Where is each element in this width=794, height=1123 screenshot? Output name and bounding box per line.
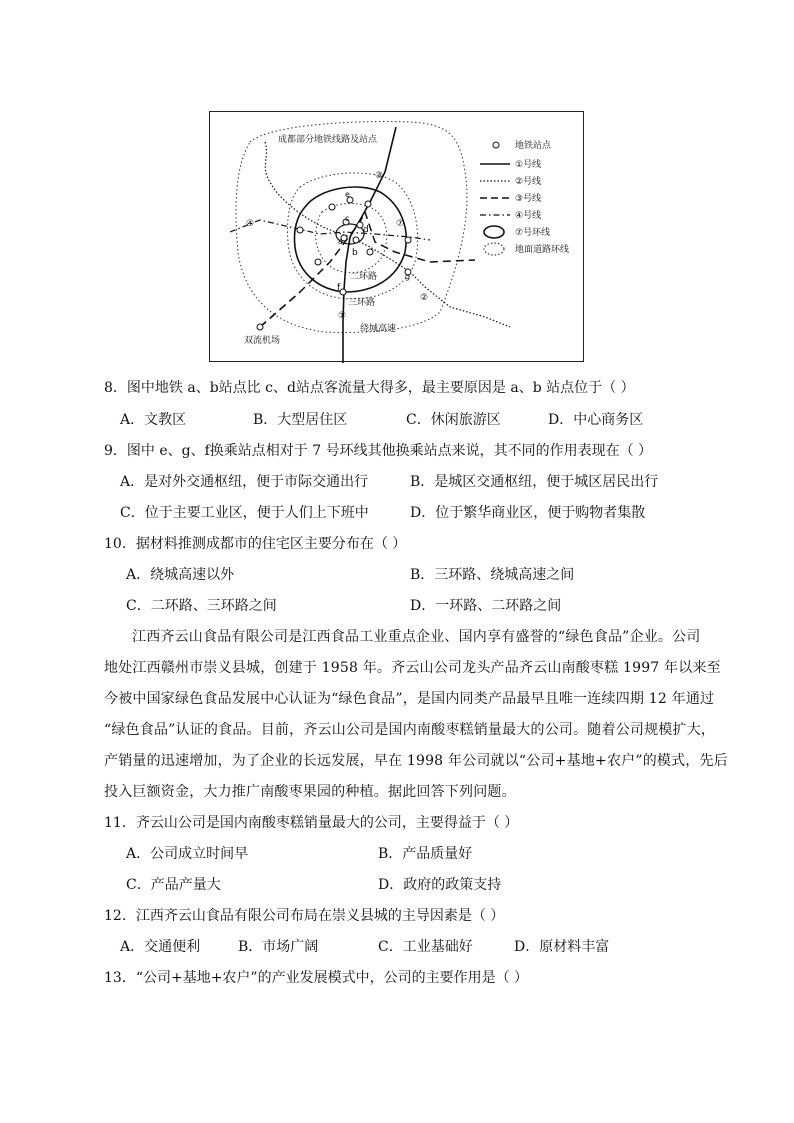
question-11-stem: 11．齐云山公司是国内南酸枣糕销量最大的公司，主要得益于（ ） bbox=[104, 815, 519, 831]
legend-station: 地铁站点 bbox=[515, 141, 552, 151]
q8-option-b[interactable]: B．大型居住区 bbox=[253, 412, 348, 428]
q9-option-d[interactable]: D．位于繁华商业区，便于购物者集散 bbox=[410, 505, 646, 521]
q8-option-c[interactable]: C．休闲旅游区 bbox=[406, 412, 501, 428]
q11-option-b[interactable]: B．产品质量好 bbox=[378, 846, 473, 862]
station-left bbox=[297, 227, 303, 233]
passage-line-4: “绿色食品”认证的食品。目前，齐云山公司是国内南酸枣糕销量最大的公司。随着公司规模扩大， bbox=[104, 722, 716, 738]
legend-line7: ⑦号环线 bbox=[515, 228, 551, 238]
q12-option-b[interactable]: B．市场广阔 bbox=[238, 939, 319, 955]
legend-line4: ④号线 bbox=[515, 211, 542, 221]
q11-option-c[interactable]: C．产品产量大 bbox=[126, 877, 221, 893]
q12-option-d[interactable]: D．原材料丰富 bbox=[514, 939, 610, 955]
q10-option-b[interactable]: B．三环路、绕城高速之间 bbox=[410, 567, 575, 583]
question-8-stem: 8．图中地铁 a、b站点比 c、d站点客流量大得多，最主要原因是 a、b 站点位于（ ） bbox=[104, 380, 635, 396]
airport-label: 双流机场 bbox=[244, 336, 281, 346]
marker-line1: ① bbox=[338, 311, 347, 321]
q12-option-a[interactable]: A．交通便利 bbox=[120, 939, 201, 955]
marker-line3: ③ bbox=[375, 171, 384, 181]
label-d: d bbox=[363, 225, 369, 235]
marker-line2: ② bbox=[420, 293, 429, 303]
station-top-right bbox=[365, 201, 371, 207]
subway-map-svg bbox=[210, 112, 585, 363]
legend-line2: ②号线 bbox=[515, 177, 542, 187]
q10-option-c[interactable]: C．二环路、三环路之间 bbox=[126, 598, 277, 614]
question-9-stem: 9．图中 e、g、f换乘站点相对于 7 号环线其他换乘站点来说，其不同的作用表现在（ ） bbox=[104, 443, 653, 459]
question-13-stem: 13．“公司+基地+农户”的产业发展模式中，公司的主要作用是（ ） bbox=[104, 970, 529, 986]
q9-option-a[interactable]: A．是对外交通枢纽，便于市际交通出行 bbox=[120, 474, 369, 490]
q12-option-c[interactable]: C．工业基础好 bbox=[378, 939, 473, 955]
label-a: a bbox=[338, 237, 343, 246]
label-c: c bbox=[345, 214, 350, 223]
station-f bbox=[340, 289, 346, 295]
passage-line-5: 产销量的迅速增加，为了企业的长远发展，早在 1998 年公司就以“公司+基地+农户”的模式，先后 bbox=[104, 753, 728, 769]
station-lower-left bbox=[315, 259, 321, 265]
station-airport bbox=[257, 324, 263, 330]
ring2-road bbox=[316, 203, 387, 272]
ring3-label: 三环路 bbox=[348, 298, 376, 308]
label-g: g bbox=[405, 272, 411, 281]
marker-line7: ⑦ bbox=[396, 219, 405, 229]
q10-option-d[interactable]: D．一环路、二环路之间 bbox=[410, 598, 562, 614]
question-10-stem: 10．据材料推测成都市的住宅区主要分布在（ ） bbox=[104, 536, 407, 552]
ring2-label: 二环路 bbox=[350, 272, 378, 282]
q9-option-b[interactable]: B．是城区交通枢纽，便于城区居民出行 bbox=[410, 474, 659, 490]
station-top-left bbox=[329, 204, 335, 210]
passage-line-6: 投入巨额资金，大力推广南酸枣果园的种植。据此回答下列问题。 bbox=[104, 784, 516, 800]
map-legend bbox=[480, 139, 569, 255]
q9-option-c[interactable]: C．位于主要工业区，便于人们上下班中 bbox=[120, 505, 369, 521]
label-f: f bbox=[337, 283, 341, 293]
question-12-stem: 12．江西齐云山食品有限公司布局在崇义县城的主导因素是（ ） bbox=[104, 908, 505, 924]
q8-option-a[interactable]: A．文教区 bbox=[120, 412, 187, 428]
legend-line3: ③号线 bbox=[515, 194, 542, 204]
marker-line4: ④ bbox=[246, 219, 255, 229]
map-title: 成都部分地铁线路及站点 bbox=[278, 135, 378, 145]
label-b: b bbox=[352, 248, 358, 258]
subway-map-figure bbox=[209, 111, 584, 362]
passage-line-1: 江西齐云山食品有限公司是江西食品工业重点企业、国内享有盛誉的“绿色食品”企业。公司 bbox=[132, 629, 701, 645]
q8-option-d[interactable]: D．中心商务区 bbox=[548, 412, 644, 428]
expressway-label: 绕城高速 bbox=[360, 324, 397, 334]
passage-line-3: 今被中国家绿色食品发展中心认证为“绿色食品”，是国内同类产品最早且唯一连续四期 12 年通过 bbox=[104, 691, 715, 707]
legend-road-ring: 地面道路环线 bbox=[515, 245, 570, 255]
passage-line-2: 地处江西赣州市崇义县城，创建于 1958 年。齐云山公司龙头产品齐云山南酸枣糕 1997 年以来至 bbox=[104, 660, 721, 676]
station-lower-right bbox=[367, 249, 373, 255]
airport-branch bbox=[260, 292, 300, 327]
station-b bbox=[353, 237, 359, 243]
line2-route bbox=[265, 142, 510, 327]
label-e: e bbox=[345, 190, 350, 199]
q11-option-a[interactable]: A．公司成立时间早 bbox=[126, 846, 249, 862]
legend-line1: ①号线 bbox=[515, 160, 542, 170]
q11-option-d[interactable]: D．政府的政策支持 bbox=[378, 877, 502, 893]
station-right bbox=[405, 237, 411, 243]
q10-option-a[interactable]: A．绕城高速以外 bbox=[126, 567, 235, 583]
